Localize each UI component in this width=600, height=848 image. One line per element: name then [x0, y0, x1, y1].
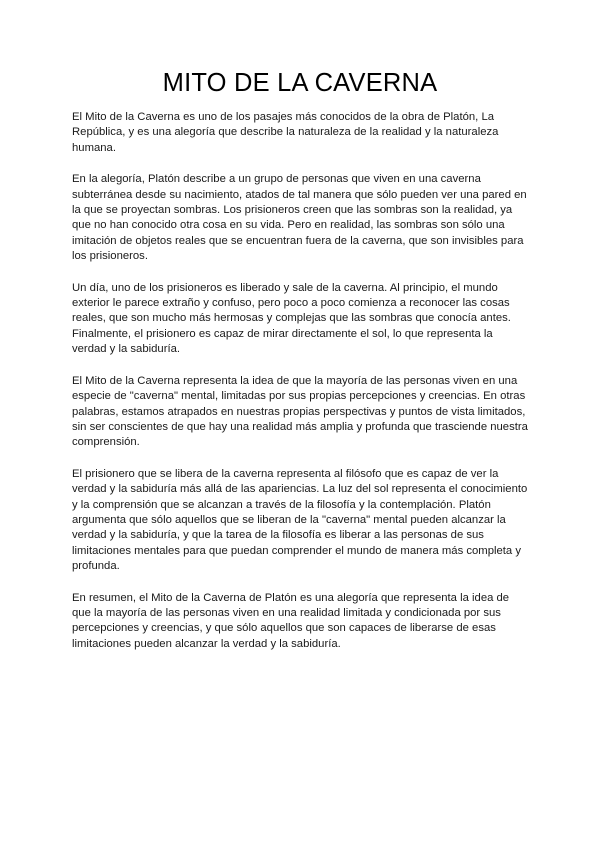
- document-page: [72, 68, 528, 668]
- paragraph-summary: En resumen, el Mito de la Caverna de Platón es una alegoría que representa la idea de que la mayoría de las personas viven en una realidad limitada y condicionada por sus percepciones y creencias, y que sólo aquellos que son capaces de liberarse de esas limitaciones pueden alcanzar la verdad y la sabiduría.: [72, 591, 510, 650]
- paragraph-intro: El Mito de la Caverna es uno de los pasajes más conocidos de la obra de Platón, La República, y es una alegoría que describe la naturaleza de la realidad y la naturaleza humana.: [72, 111, 499, 154]
- paragraph-philosopher: El prisionero que se libera de la caverna representa al filósofo que es capaz de ver la verdad y la sabiduría más allá de las apariencias. La luz del sol representa el conocimiento y la comprensión que se alcanzan a través de la filosofía y la contemplación. Platón argumenta que sólo aquellos que se liberan de la "caverna" mental pueden alcanzar la verdad y la sabiduría, y que la tarea de la filosofía es liberar a las personas de sus limitaciones mentales para que puedan comprender el mundo de manera más completa y profunda.: [72, 467, 528, 573]
- paragraph-allegory: En la alegoría, Platón describe a un grupo de personas que viven en una caverna subterránea desde su nacimiento, atados de tal manera que sólo pueden ver una pared en la que se proyectan sombras. Los prisioneros creen que las sombras son la realidad, ya que no han conocido otra cosa en su vida. Pero en realidad, las sombras son sólo una imitación de objetos reales que se encuentran fuera de la caverna, que son invisibles para los prisioneros.: [72, 173, 527, 263]
- paragraph-liberation: Un día, uno de los prisioneros es liberado y sale de la caverna. Al principio, el mundo exterior le parece extraño y confuso, pero poco a poco comienza a reconocer las cosas reales, que son mucho más hermosas y complejas que las sombras que conocía antes. Finalmente, el prisionero es capaz de mirar directamente el sol, lo que representa la verdad y la sabiduría.: [72, 281, 511, 356]
- paragraph-meaning: El Mito de la Caverna representa la idea de que la mayoría de las personas viven en una especie de "caverna" mental, limitadas por sus propias percepciones y creencias. En otras palabras, estamos atrapados en nuestras propias perspectivas y puntos de vista limitados, sin ser conscientes de que hay una realidad más amplia y profunda que trasciende nuestra comprensión.: [72, 374, 528, 449]
- document-title: MITO DE LA CAVERNA: [162, 69, 438, 97]
